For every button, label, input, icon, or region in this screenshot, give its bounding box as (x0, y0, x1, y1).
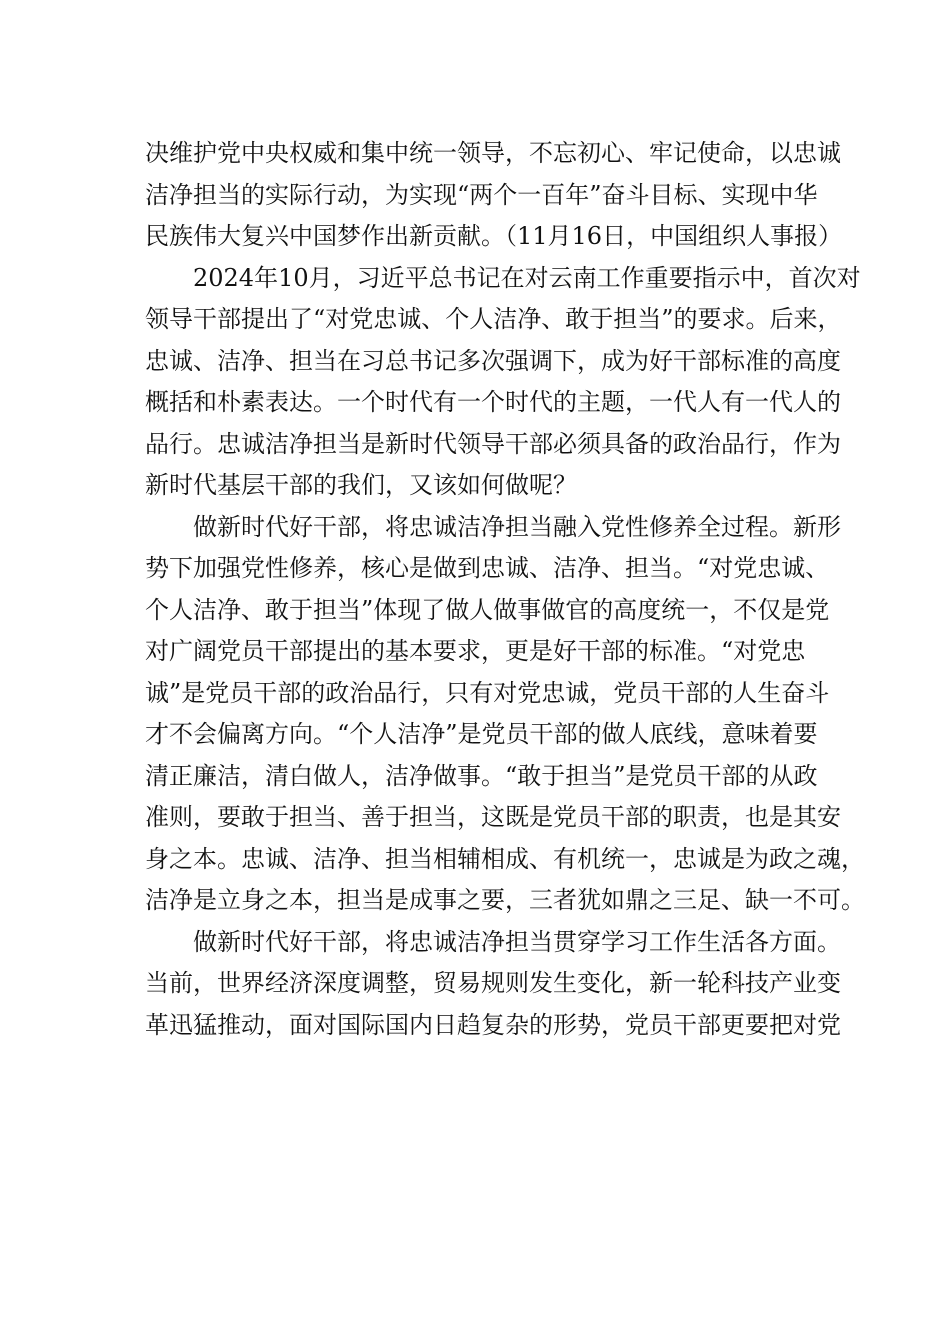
text-line: 才不会偏离方向。“个人洁净”是党员干部的做人底线，意味着要 (145, 720, 818, 748)
paragraph-2 (145, 258, 861, 507)
text-line: 2024年10月，习近平总书记在对云南工作重要指示中，首次对 (193, 263, 861, 292)
text-line: 洁净担当的实际行动，为实现“两个一百年”奋斗目标、实现中华 (145, 180, 818, 209)
text-line: 领导干部提出了“对党忠诚、个人洁净、敢于担当”的要求。后来， (145, 305, 842, 333)
paragraph-4 (145, 922, 841, 1047)
text-line: 做新时代好干部，将忠诚洁净担当贯穿学习工作生活各方面。 (193, 927, 841, 956)
text-line: 做新时代好干部，将忠诚洁净担当融入党性修养全过程。新形 (193, 512, 841, 541)
paragraph-3 (145, 507, 865, 922)
text-line: 对广阔党员干部提出的基本要求，更是好干部的标准。“对党忠 (145, 637, 806, 665)
text-line: 品行。忠诚洁净担当是新时代领导干部必须具备的政治品行，作为 (145, 429, 841, 458)
text-line: 势下加强党性修养，核心是做到忠诚、洁净、担当。“对党忠诚、 (145, 554, 830, 582)
text-line: 诚”是党员干部的政治品行，只有对党忠诚，党员干部的人生奋斗 (145, 678, 830, 707)
text-line: 决维护党中央权威和集中统一领导，不忘初心、牢记使命，以忠诚 (145, 139, 841, 167)
text-line: 新时代基层干部的我们，又该如何做呢？ (145, 471, 577, 499)
text-line: 准则，要敢于担当、善于担当，这既是党员干部的职责，也是其安 (145, 803, 841, 831)
text-line: 个人洁净、敢于担当”体现了做人做事做官的高度统一，不仅是党 (145, 595, 830, 624)
text-line: 忠诚、洁净、担当在习总书记多次强调下，成为好干部标准的高度 (145, 346, 841, 375)
text-line: 革迅猛推动，面对国际国内日趋复杂的形势，党员干部更要把对党 (145, 1010, 841, 1039)
paragraph-1 (145, 133, 843, 258)
text-line: 身之本。忠诚、洁净、担当相辅相成、有机统一，忠诚是为政之魂， (145, 844, 865, 873)
text-line: 概括和朴素表达。一个时代有一个时代的主题，一代人有一代人的 (145, 388, 841, 416)
text-line: 当前，世界经济深度调整，贸易规则发生变化，新一轮科技产业变 (145, 969, 841, 997)
body-text (145, 133, 865, 1046)
text-line: 民族伟大复兴中国梦作出新贡献。（11月16日，中国组织人事报） (145, 222, 843, 250)
text-line: 洁净是立身之本，担当是成事之要，三者犹如鼎之三足、缺一不可。 (145, 886, 865, 914)
text-line: 清正廉洁，清白做人，洁净做事。“敢于担当”是党员干部的从政 (145, 761, 818, 790)
